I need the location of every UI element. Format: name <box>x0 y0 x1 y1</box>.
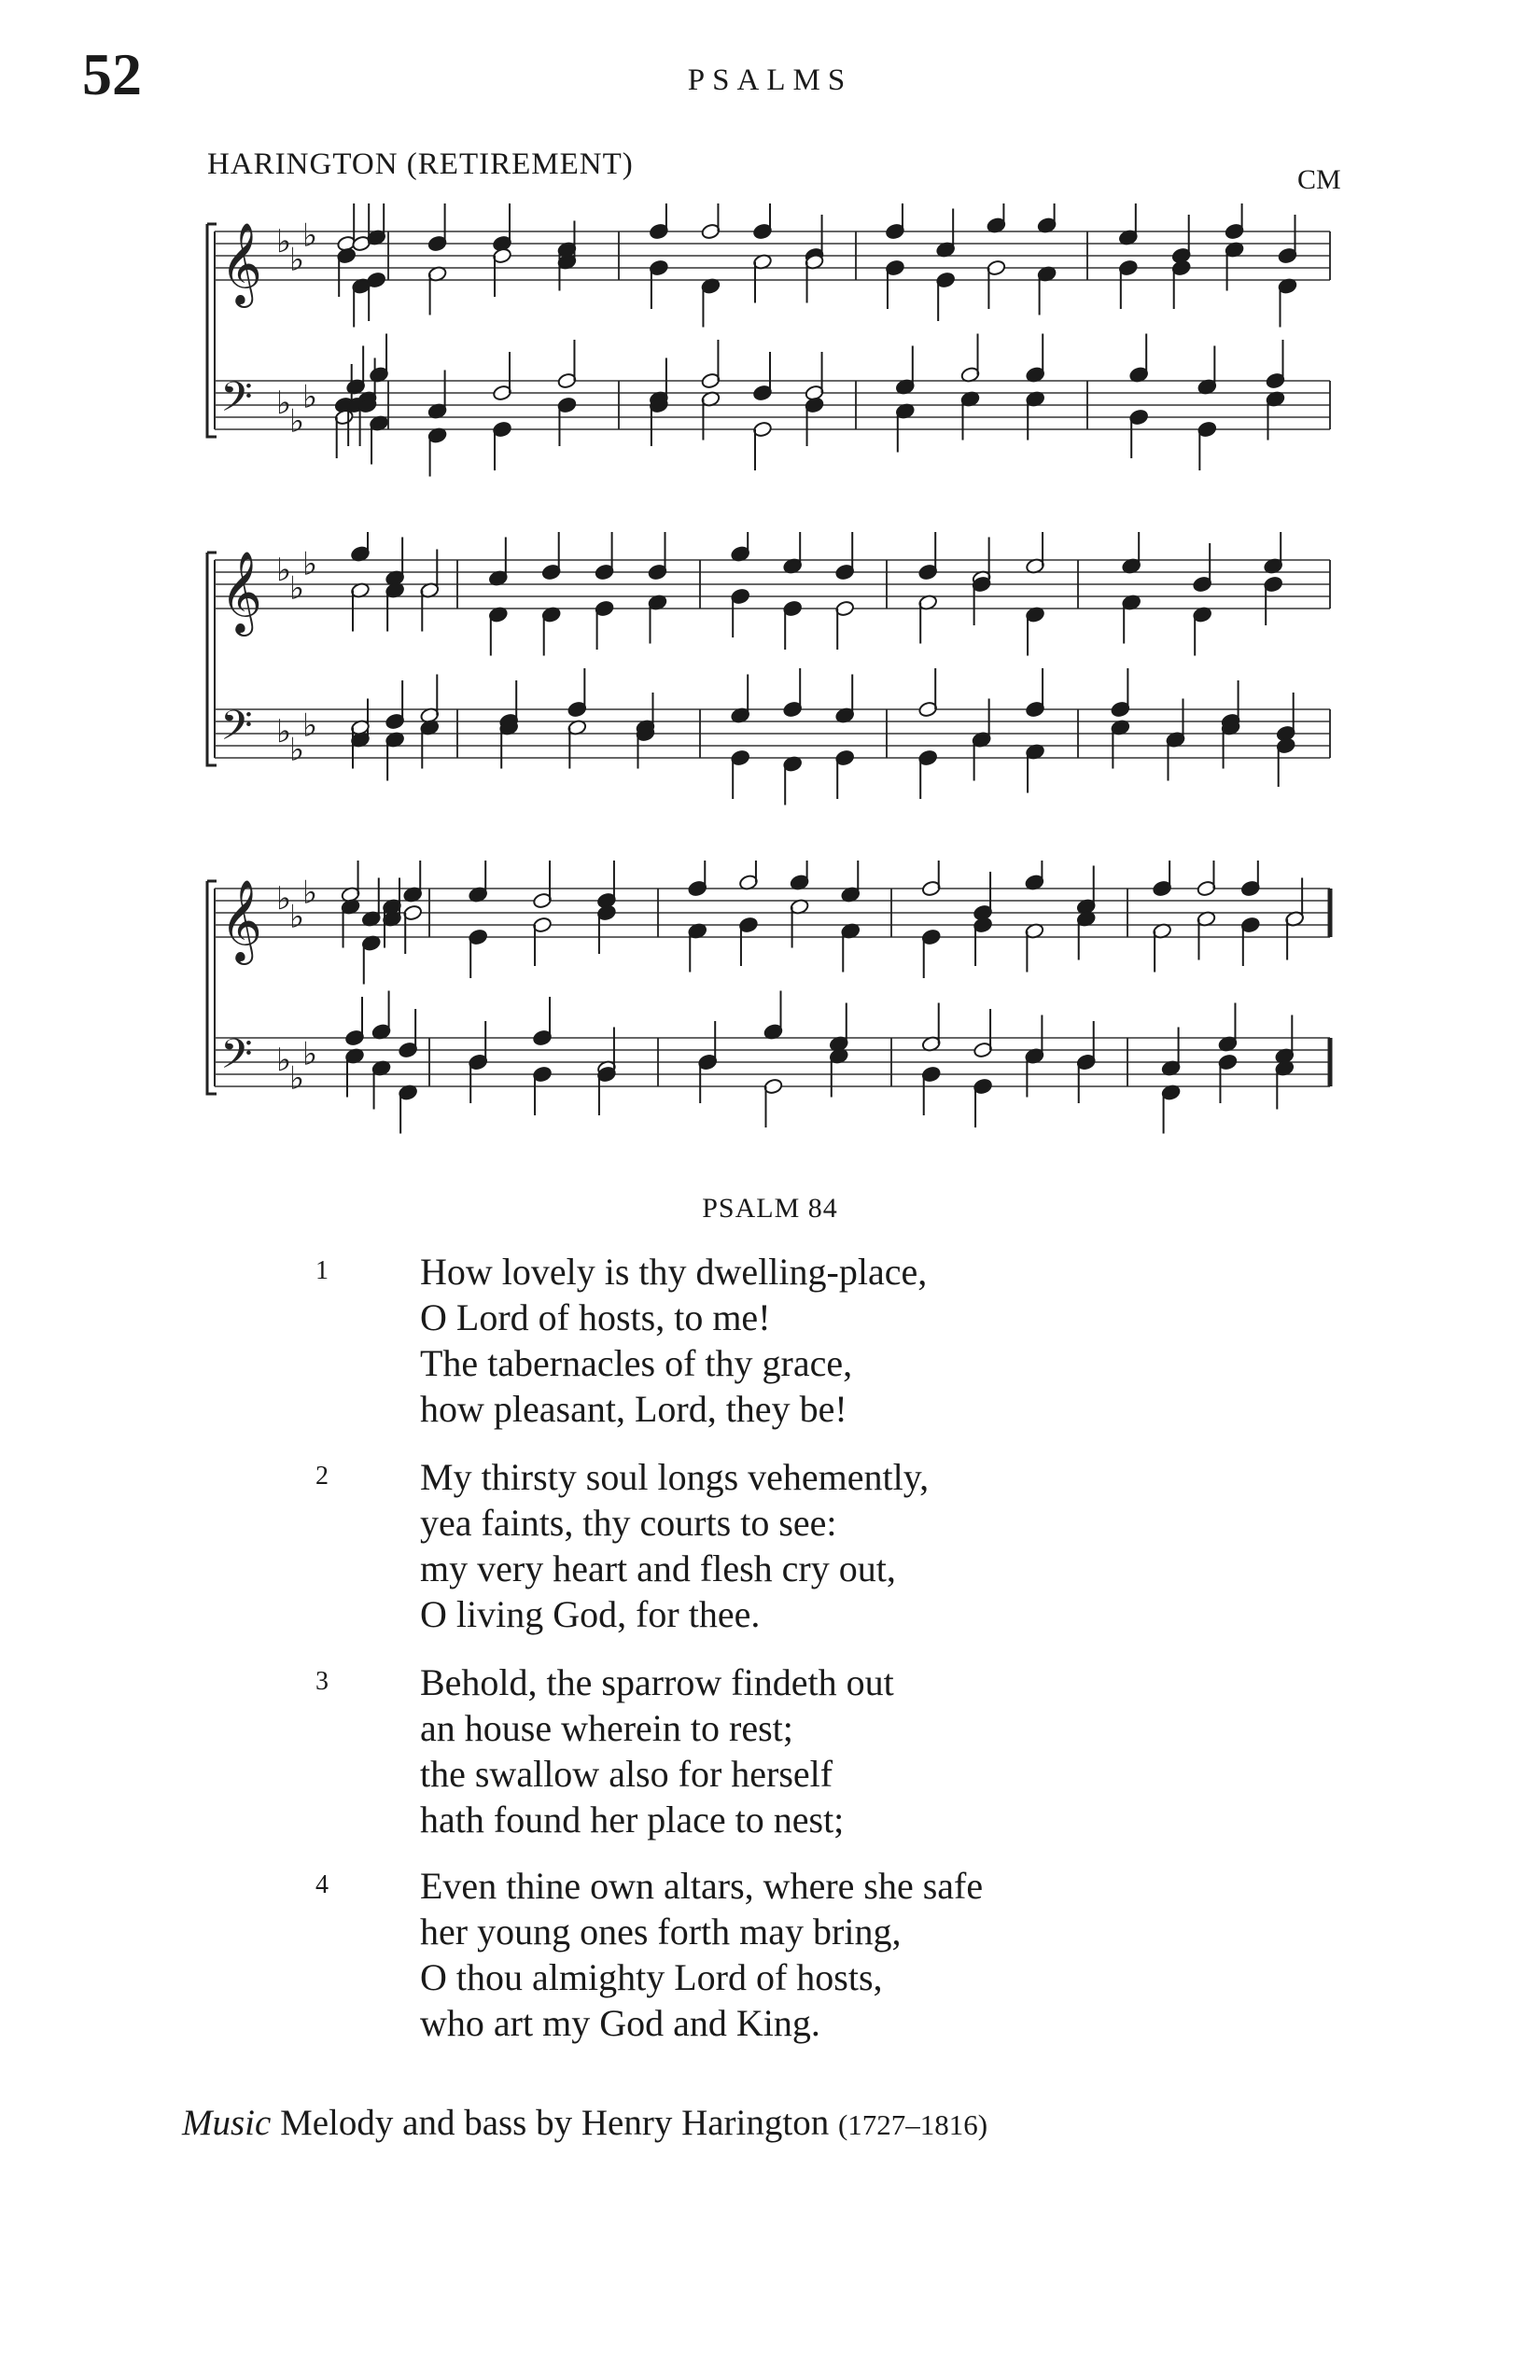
bass-clef-icon: 𝄢 <box>220 372 253 431</box>
meter: CM <box>1297 164 1341 195</box>
verse-line: my very heart and flesh cry out, <box>420 1547 896 1589</box>
verse-number: 2 <box>315 1462 329 1491</box>
credit-text: Melody and bass by Henry Harington <box>280 2103 830 2143</box>
treble-clef-icon: 𝄞 <box>220 221 262 304</box>
verse-number: 4 <box>315 1870 329 1899</box>
verse-line: her young ones forth may bring, <box>420 1911 902 1953</box>
bass-clef-icon: 𝄢 <box>220 1029 253 1088</box>
verse-text <box>420 1659 894 1842</box>
verse-line: who art my God and King. <box>420 2002 820 2044</box>
music-score-1 <box>177 203 1344 502</box>
flat-icon: ♭ <box>276 223 292 260</box>
flat-icon: ♭ <box>289 1059 305 1098</box>
music-system-2 <box>177 532 1344 831</box>
flat-icon: ♭ <box>302 378 318 416</box>
music-score-3 <box>177 861 1344 1159</box>
verse-line: O thou almighty Lord of hosts, <box>420 1956 883 1998</box>
verse-line: yea faints, thy courts to see: <box>420 1502 837 1544</box>
credit-label: Music <box>182 2103 272 2143</box>
flat-icon: ♭ <box>302 1035 318 1073</box>
verse-line: The tabernacles of thy grace, <box>420 1342 853 1384</box>
flat-icon: ♭ <box>289 569 305 608</box>
treble-clef-icon: 𝄞 <box>220 550 262 633</box>
credit-dates: (1727–1816) <box>837 2108 988 2141</box>
verse-line: How lovely is thy dwelling-place, <box>420 1251 928 1293</box>
verse-text <box>420 1249 927 1432</box>
flat-icon: ♭ <box>289 898 305 936</box>
flat-icon: ♭ <box>302 217 318 255</box>
music-credit <box>182 2102 987 2144</box>
verse-line: how pleasant, Lord, they be! <box>420 1388 847 1430</box>
flat-icon: ♭ <box>289 241 305 279</box>
verse-text <box>420 1863 983 2046</box>
music-score-2 <box>177 532 1344 831</box>
verse-line: Even thine own altars, where she safe <box>420 1865 984 1907</box>
flat-icon: ♭ <box>302 545 318 583</box>
flat-icon: ♭ <box>276 713 292 750</box>
verse-number: 1 <box>315 1256 329 1285</box>
verse-line: O Lord of hosts, to me! <box>420 1296 771 1338</box>
flat-icon: ♭ <box>289 731 305 769</box>
music-system-3 <box>177 861 1344 1159</box>
verse-text <box>420 1454 929 1637</box>
psalm-title: PSALM 84 <box>702 1193 838 1224</box>
flat-icon: ♭ <box>276 1042 292 1079</box>
tune-name: HARINGTON (RETIREMENT) <box>207 147 634 181</box>
flat-icon: ♭ <box>302 707 318 745</box>
running-head: PSALMS <box>687 63 853 97</box>
verse-line: O living God, for thee. <box>420 1593 761 1635</box>
flat-icon: ♭ <box>289 402 305 441</box>
flat-icon: ♭ <box>302 874 318 912</box>
treble-clef-icon: 𝄞 <box>220 878 262 961</box>
verse-line: My thirsty soul longs vehemently, <box>420 1456 930 1498</box>
verse-line: Behold, the sparrow findeth out <box>420 1661 894 1703</box>
flat-icon: ♭ <box>276 552 292 589</box>
flat-icon: ♭ <box>276 880 292 917</box>
verse-line: hath found her place to nest; <box>420 1799 845 1841</box>
verse-line: an house wherein to rest; <box>420 1707 793 1749</box>
music-system-1 <box>177 203 1344 502</box>
verse-number: 3 <box>315 1667 329 1696</box>
page-number: 52 <box>82 41 142 107</box>
verse-line: the swallow also for herself <box>420 1753 833 1795</box>
flat-icon: ♭ <box>276 385 292 422</box>
bass-clef-icon: 𝄢 <box>220 701 253 760</box>
